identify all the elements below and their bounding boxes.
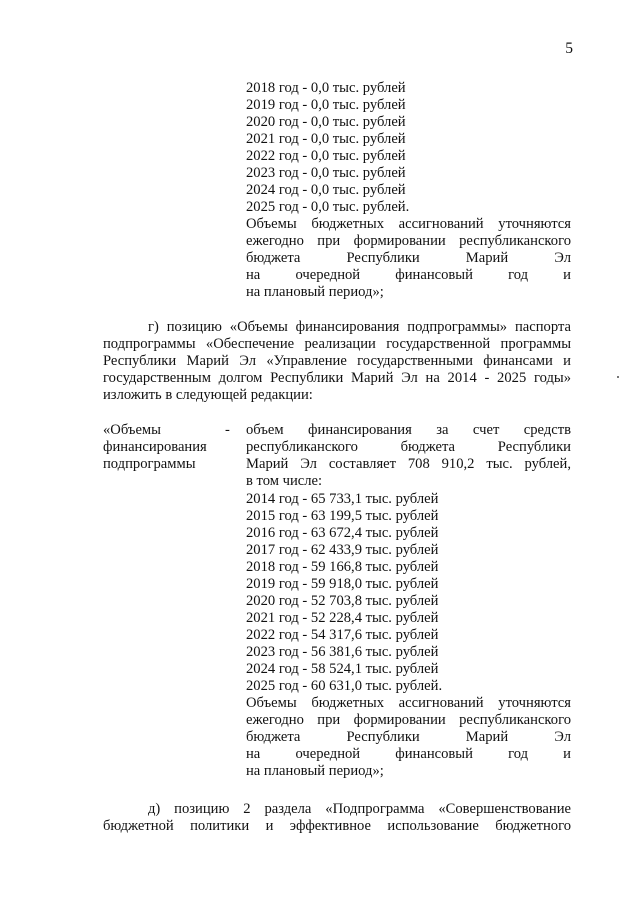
paragraph-line: д) позицию 2 раздела «Подпрограмма «Совершенствование	[148, 801, 571, 817]
note-line: бюджета Республики Марий Эл	[246, 250, 571, 266]
paragraph-line: подпрограммы «Обеспечение реализации государственной программы	[103, 336, 571, 352]
year-line: 2018 год - 59 166,8 тыс. рублей	[246, 559, 439, 575]
dash-separator: -	[225, 422, 230, 438]
note-line: Объемы бюджетных ассигнований уточняются	[246, 216, 571, 232]
note-line: на очередной финансовый год и	[246, 267, 571, 283]
year-line: 2023 год - 0,0 тыс. рублей	[246, 165, 406, 181]
year-line: 2016 год - 63 672,4 тыс. рублей	[246, 525, 439, 541]
year-line: 2025 год - 0,0 тыс. рублей.	[246, 199, 410, 215]
note-line: бюджета Республики Марий Эл	[246, 729, 571, 745]
year-line: 2018 год - 0,0 тыс. рублей	[246, 80, 406, 96]
label-line: подпрограммы	[103, 456, 196, 472]
year-line: 2020 год - 0,0 тыс. рублей	[246, 114, 406, 130]
year-line: 2019 год - 0,0 тыс. рублей	[246, 97, 406, 113]
intro-line: республиканского бюджета Республики	[246, 439, 571, 455]
year-line: 2021 год - 52 228,4 тыс. рублей	[246, 610, 439, 626]
intro-line: Марий Эл составляет 708 910,2 тыс. рублей,	[246, 456, 571, 472]
paragraph-line: г) позицию «Объемы финансирования подпрограммы» паспорта	[148, 319, 571, 335]
label-line: финансирования	[103, 439, 207, 455]
note-line: ежегодно при формировании республиканского	[246, 712, 571, 728]
intro-line: в том числе:	[246, 473, 323, 489]
note-line: на плановый период»;	[246, 763, 384, 779]
intro-line: объем финансирования за счет средств	[246, 422, 571, 438]
note-line: на плановый период»;	[246, 284, 384, 300]
year-line: 2021 год - 0,0 тыс. рублей	[246, 131, 406, 147]
note-line: ежегодно при формировании республиканского	[246, 233, 571, 249]
year-line: 2017 год - 62 433,9 тыс. рублей	[246, 542, 439, 558]
scan-speck	[617, 376, 619, 378]
year-line: 2022 год - 54 317,6 тыс. рублей	[246, 627, 439, 643]
paragraph-line: бюджетной политики и эффективное использование бюджетного	[103, 818, 571, 834]
paragraph-line: Республики Марий Эл «Управление государственными финансами и	[103, 353, 571, 369]
paragraph-line: изложить в следующей редакции:	[103, 387, 313, 403]
year-line: 2015 год - 63 199,5 тыс. рублей	[246, 508, 439, 524]
note-line: на очередной финансовый год и	[246, 746, 571, 762]
note-line: Объемы бюджетных ассигнований уточняются	[246, 695, 571, 711]
year-line: 2025 год - 60 631,0 тыс. рублей.	[246, 678, 443, 694]
page-number: 5	[565, 40, 573, 57]
year-line: 2020 год - 52 703,8 тыс. рублей	[246, 593, 439, 609]
label-line: «Объемы	[103, 422, 161, 438]
year-line: 2024 год - 58 524,1 тыс. рублей	[246, 661, 439, 677]
year-line: 2024 год - 0,0 тыс. рублей	[246, 182, 406, 198]
year-line: 2023 год - 56 381,6 тыс. рублей	[246, 644, 439, 660]
year-line: 2022 год - 0,0 тыс. рублей	[246, 148, 406, 164]
year-line: 2014 год - 65 733,1 тыс. рублей	[246, 491, 439, 507]
paragraph-line: государственным долгом Республики Марий Эл на 2014 - 2025 годы»	[103, 370, 571, 386]
year-line: 2019 год - 59 918,0 тыс. рублей	[246, 576, 439, 592]
